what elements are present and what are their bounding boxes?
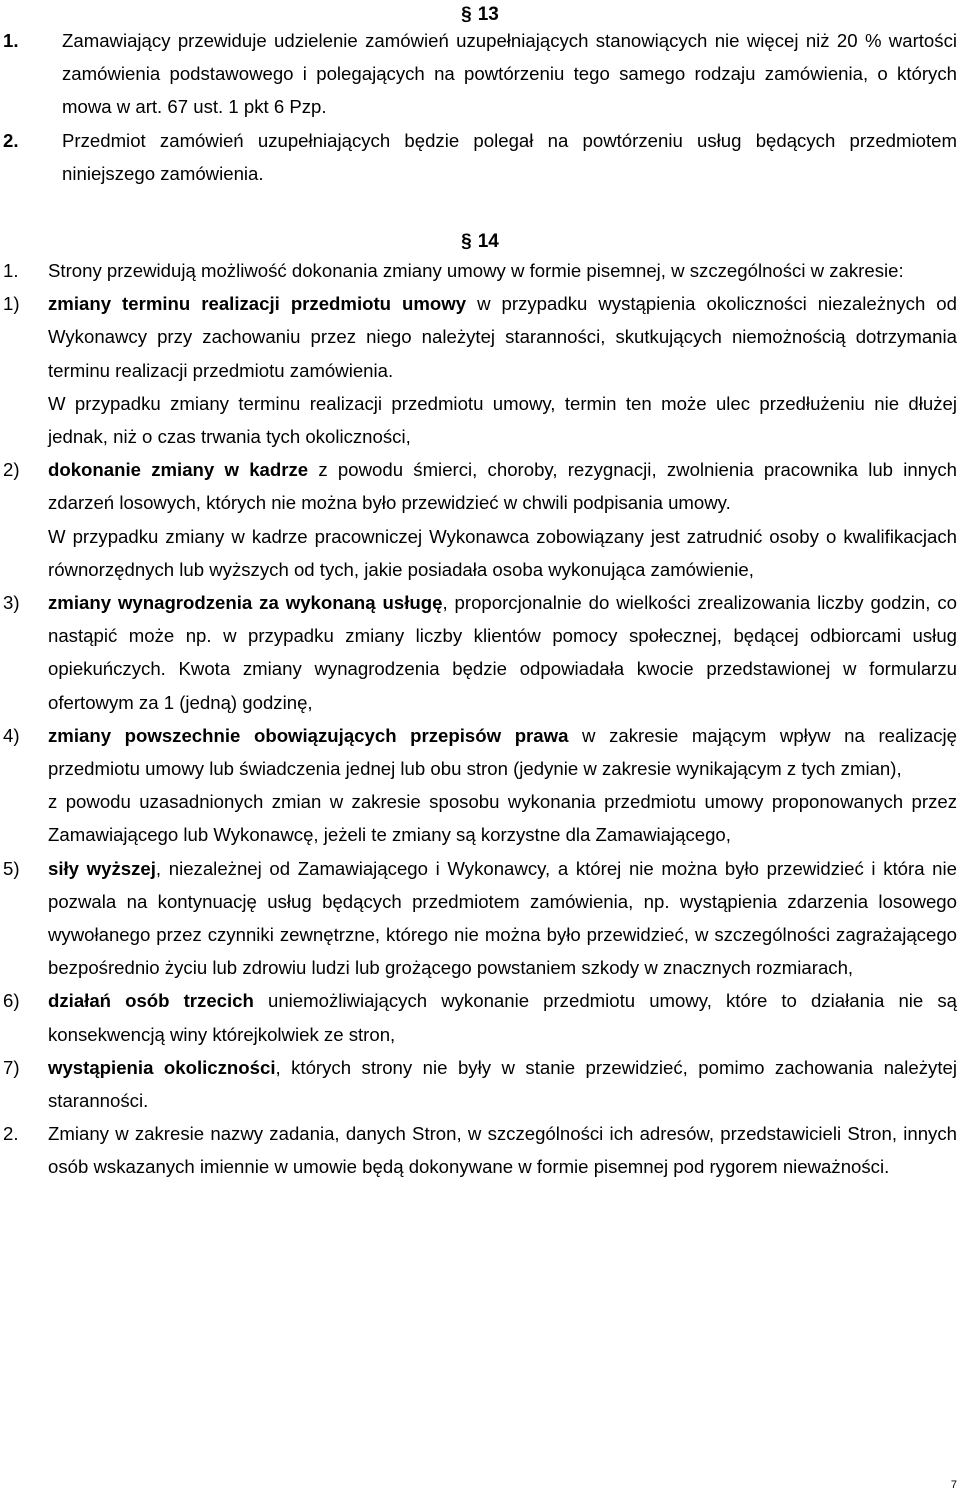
- point-text: z powodu śmierci, choroby, rezygnacji, zwolnienia pracownika lub innych zdarzeń losowych, których nie można było przewidzieć w chwili podpisania umowy.: [48, 459, 957, 514]
- section-14-item-2: [3, 1117, 957, 1183]
- section-14-intro: [3, 254, 957, 287]
- point-body: [48, 586, 957, 719]
- change-point: [3, 1051, 957, 1117]
- change-point: [3, 287, 957, 453]
- item-number: 1.: [3, 30, 19, 51]
- point-number: 2): [3, 459, 20, 481]
- point-bold-label: zmiany wynagrodzenia za wykonaną usługę: [48, 592, 443, 614]
- section-number: 14: [477, 231, 499, 252]
- point-text: w przypadku wystąpienia okoliczności niezależnych od Wykonawcy przy zachowaniu przez niego należytej staranności, skutkujących niemożnością dotrzymania terminu realizacji przedmiotu zamówienia.: [48, 293, 957, 381]
- change-points-list: [3, 287, 957, 1117]
- point-extra-paragraph: z powodu uzasadnionych zmian w zakresie sposobu wykonania przedmiotu umowy proponowanych przez Zamawiającego lub Wykonawcę, jeżeli te zmiany są korzystne dla Zamawiającego,: [48, 791, 957, 846]
- section-13-item-2: [3, 124, 957, 190]
- section-13-item-1: [3, 24, 957, 124]
- section-sign: §: [461, 231, 472, 252]
- item-text: Zamawiający przewiduje udzielenie zamówień uzupełniających stanowiących nie więcej niż 20 % wartości zamówienia podstawowego i polegających na powtórzeniu tego samego rodzaju zamówienia, o których mowa w art. 67 ust. 1 pkt 6 Pzp.: [62, 30, 957, 118]
- section-14-heading: [0, 230, 960, 254]
- section-14: [0, 230, 960, 254]
- point-extra-paragraph: W przypadku zmiany terminu realizacji przedmiotu umowy, termin ten może ulec przedłużeniu nie dłużej jednak, niż o czas trwania tych okoliczności,: [48, 392, 957, 448]
- point-bold-label: zmiany powszechnie obowiązujących przepisów prawa: [48, 724, 569, 746]
- point-body: [48, 1051, 957, 1117]
- point-bold-label: zmiany terminu realizacji przedmiotu umowy: [48, 293, 467, 315]
- point-number: 7): [3, 1056, 20, 1078]
- change-point: [3, 984, 957, 1050]
- point-body: [48, 984, 957, 1050]
- section-number: 13: [477, 4, 499, 25]
- point-text: w zakresie mającym wpływ na realizację przedmiotu umowy lub świadczenia jednej lub obu stron (jedynie w zakresie wynikającym z tych zmian),: [48, 724, 957, 780]
- item-text: Przedmiot zamówień uzupełniających będzie polegał na powtórzeniu usług będących przedmiotem niniejszego zamówienia.: [62, 129, 957, 184]
- item-number: 1.: [3, 260, 19, 281]
- point-number: 5): [3, 857, 20, 879]
- point-bold-label: działań osób trzecich: [48, 990, 254, 1012]
- item-text: Zmiany w zakresie nazwy zadania, danych Stron, w szczególności ich adresów, przedstawicieli Stron, innych osób wskazanych imiennie w umowie będą dokonywane w formie pisemnej pod rygorem nieważności.: [48, 1123, 957, 1178]
- point-body: [48, 453, 957, 519]
- point-extra-paragraph: W przypadku zmiany w kadrze pracowniczej Wykonawca zobowiązany jest zatrudnić osoby o kwalifikacjach równorzędnych lub wyższych od tych, jakie posiadała osoba wykonująca zamówienie,: [48, 525, 957, 580]
- section-14-body: [3, 254, 957, 1184]
- point-body: [48, 719, 957, 785]
- section-13-body: [3, 24, 957, 190]
- point-text: , których strony nie były w stanie przewidzieć, pomimo zachowania należytej staranności.: [48, 1056, 957, 1112]
- item-number: 2.: [3, 1123, 19, 1145]
- point-bold-label: dokonanie zmiany w kadrze: [48, 459, 309, 481]
- section-sign: §: [461, 4, 472, 25]
- change-point: [3, 586, 957, 719]
- item-text: Strony przewidują możliwość dokonania zmiany umowy w formie pisemnej, w szczególności w zakresie:: [48, 260, 904, 281]
- point-body: [48, 852, 957, 985]
- change-point: [3, 453, 957, 586]
- change-point: [3, 719, 957, 852]
- point-bold-label: wystąpienia okoliczności: [48, 1056, 276, 1078]
- page-number: 7: [950, 1479, 957, 1491]
- point-number: 6): [3, 990, 20, 1012]
- change-point: [3, 852, 957, 985]
- point-number: 4): [3, 724, 20, 746]
- point-bold-label: siły wyższej: [48, 857, 156, 879]
- point-number: 1): [3, 293, 20, 315]
- point-text: uniemożliwiających wykonanie przedmiotu umowy, które to działania nie są konsekwencją winy którejkolwiek ze stron,: [48, 990, 957, 1045]
- point-body: [48, 287, 957, 387]
- point-number: 3): [3, 592, 20, 614]
- point-text: , proporcjonalnie do wielkości zrealizowania liczby godzin, co nastąpić może np. w przypadku zmiany liczby klientów pomocy społecznej, będącej odbiorcami usług opiekuńczych. Kwota zmiany wynagrodzenia będzie odpowiadała kwocie przedstawionej w formularzu ofertowym za 1 (jedną) godzinę,: [48, 592, 957, 713]
- item-number: 2.: [3, 129, 19, 151]
- point-text: , niezależnej od Zamawiającego i Wykonawcy, a której nie można było przewidzieć i która nie pozwala na kontynuację usług będących przedmiotem zamówienia, np. wystąpienia zdarzenia losowego wywołanego przez czynniki zewnętrzne, którego nie można było przewidzieć, w szczególności zagrażającego bezpośrednio życiu lub zdrowiu ludzi lub grożącego powstaniem szkody w znacznych rozmiarach,: [48, 857, 957, 979]
